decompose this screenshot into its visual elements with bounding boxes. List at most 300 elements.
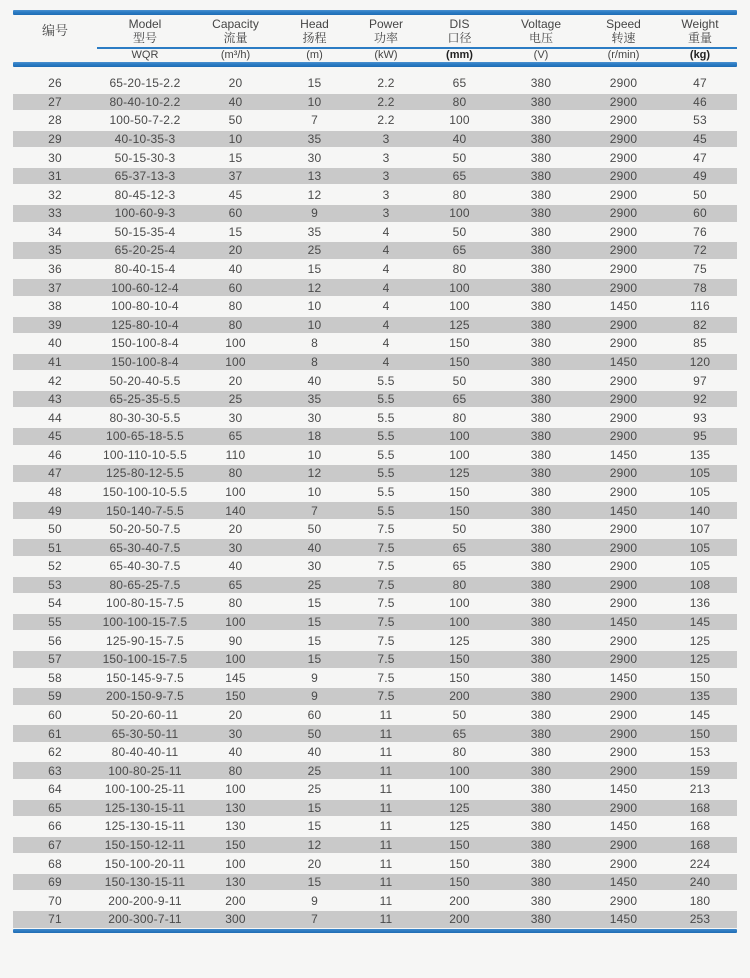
cell-voltage: 380 bbox=[530, 837, 552, 852]
cell-weight: 107 bbox=[689, 522, 711, 537]
cell-head: 10 bbox=[307, 317, 322, 332]
cell-weight: 49 bbox=[693, 169, 707, 184]
cell-speed: 2900 bbox=[609, 707, 638, 722]
header-label-speed: Speed 转速 bbox=[606, 17, 641, 45]
table-row bbox=[13, 353, 737, 372]
header-col-power bbox=[351, 15, 421, 62]
cell-model: 65-25-35-5.5 bbox=[109, 392, 181, 407]
cell-number: 67 bbox=[48, 837, 62, 852]
cell-voltage: 380 bbox=[530, 577, 552, 592]
cell-number: 50 bbox=[48, 522, 62, 537]
cell-speed: 2900 bbox=[609, 76, 638, 91]
cell-power: 5.5 bbox=[377, 392, 395, 407]
table-row bbox=[13, 148, 737, 167]
table-row bbox=[13, 873, 737, 892]
cell-number: 28 bbox=[48, 113, 62, 128]
cell-number: 62 bbox=[48, 745, 62, 760]
cell-speed: 1450 bbox=[609, 670, 638, 685]
cell-dis: 125 bbox=[449, 317, 470, 332]
cell-voltage: 380 bbox=[530, 819, 552, 834]
cell-capacity: 25 bbox=[228, 392, 243, 407]
cell-weight: 116 bbox=[690, 299, 710, 314]
cell-weight: 82 bbox=[693, 317, 707, 332]
cell-head: 50 bbox=[307, 522, 322, 537]
cell-power: 7.5 bbox=[377, 540, 395, 555]
cell-capacity: 37 bbox=[228, 169, 243, 184]
cell-weight: 168 bbox=[689, 837, 711, 852]
cell-power: 3 bbox=[382, 150, 390, 165]
cell-capacity: 40 bbox=[228, 94, 243, 109]
cell-dis: 65 bbox=[452, 540, 467, 555]
cell-weight: 78 bbox=[693, 280, 707, 295]
table-row bbox=[13, 464, 737, 483]
cell-number: 39 bbox=[48, 317, 62, 332]
cell-dis: 150 bbox=[449, 336, 470, 351]
cell-speed: 2900 bbox=[609, 243, 638, 258]
cell-voltage: 380 bbox=[530, 615, 552, 630]
cell-model: 65-40-30-7.5 bbox=[109, 559, 181, 574]
cell-number: 60 bbox=[48, 707, 62, 722]
cell-weight: 72 bbox=[693, 243, 707, 258]
cell-voltage: 380 bbox=[530, 224, 552, 239]
cell-power: 7.5 bbox=[377, 559, 395, 574]
table-row bbox=[13, 371, 737, 390]
cell-power: 5.5 bbox=[377, 503, 395, 518]
cell-weight: 76 bbox=[693, 224, 707, 239]
cell-weight: 150 bbox=[689, 670, 711, 685]
cell-model: 100-60-12-4 bbox=[111, 280, 179, 295]
cell-speed: 1450 bbox=[609, 875, 638, 890]
cell-capacity: 100 bbox=[225, 485, 246, 499]
table-row bbox=[13, 706, 737, 725]
cell-capacity: 30 bbox=[228, 726, 243, 741]
cell-head: 7 bbox=[311, 912, 318, 927]
cell-weight: 125 bbox=[689, 652, 711, 667]
cell-number: 40 bbox=[48, 336, 62, 351]
cell-number: 63 bbox=[48, 763, 62, 778]
cell-head: 30 bbox=[307, 150, 322, 165]
cell-dis: 80 bbox=[452, 187, 467, 202]
cell-power: 2.2 bbox=[377, 113, 395, 128]
cell-model: 100-65-18-5.5 bbox=[106, 429, 184, 444]
table-row bbox=[13, 185, 737, 204]
cell-dis: 65 bbox=[452, 559, 467, 574]
cell-dis: 200 bbox=[449, 912, 470, 927]
cell-model: 50-20-40-5.5 bbox=[109, 373, 181, 388]
cell-voltage: 380 bbox=[530, 485, 552, 499]
cell-model: 100-110-10-5.5 bbox=[103, 447, 187, 462]
table-row bbox=[13, 594, 737, 613]
cell-capacity: 300 bbox=[225, 912, 246, 927]
cell-weight: 135 bbox=[689, 447, 711, 462]
cell-dis: 150 bbox=[449, 485, 470, 499]
cell-power: 11 bbox=[379, 837, 393, 852]
cell-dis: 125 bbox=[449, 633, 470, 648]
cell-speed: 2900 bbox=[609, 522, 638, 537]
table-header bbox=[13, 15, 737, 62]
cell-number: 69 bbox=[48, 875, 62, 890]
cell-voltage: 380 bbox=[530, 503, 552, 518]
cell-number: 29 bbox=[48, 132, 62, 147]
cell-model: 80-40-10-2.2 bbox=[109, 94, 181, 109]
table-row bbox=[13, 817, 737, 836]
table-bottom-line bbox=[13, 929, 737, 933]
cell-speed: 2900 bbox=[609, 633, 638, 648]
cell-weight: 95 bbox=[693, 429, 707, 444]
cell-power: 11 bbox=[379, 745, 393, 760]
cell-power: 11 bbox=[379, 912, 393, 927]
cell-speed: 2900 bbox=[609, 466, 638, 481]
table-row bbox=[13, 910, 737, 929]
cell-power: 5.5 bbox=[377, 485, 395, 499]
cell-capacity: 30 bbox=[228, 540, 243, 555]
table-row bbox=[13, 557, 737, 576]
cell-number: 65 bbox=[48, 800, 62, 815]
cell-voltage: 380 bbox=[530, 262, 552, 277]
cell-number: 46 bbox=[48, 447, 62, 462]
cell-speed: 1450 bbox=[609, 503, 638, 518]
cell-voltage: 380 bbox=[530, 875, 552, 890]
cell-speed: 2900 bbox=[609, 187, 638, 202]
header-col-head bbox=[278, 15, 351, 62]
cell-model: 50-20-50-7.5 bbox=[109, 522, 181, 537]
header-col-weight bbox=[663, 15, 737, 62]
header-label-head: Head 扬程 bbox=[300, 17, 329, 45]
cell-capacity: 20 bbox=[228, 707, 243, 722]
cell-number: 52 bbox=[48, 559, 62, 574]
table-row bbox=[13, 334, 737, 353]
table-row bbox=[13, 724, 737, 743]
cell-voltage: 380 bbox=[530, 763, 552, 778]
cell-capacity: 100 bbox=[225, 615, 246, 630]
cell-number: 43 bbox=[48, 392, 62, 407]
cell-model: 150-100-8-4 bbox=[111, 336, 179, 351]
table-row bbox=[13, 650, 737, 669]
cell-capacity: 80 bbox=[228, 299, 243, 314]
header-unit-capacity: (m³/h) bbox=[193, 47, 278, 62]
cell-voltage: 380 bbox=[530, 410, 552, 425]
cell-weight: 45 bbox=[693, 132, 707, 147]
cell-model: 150-100-8-4 bbox=[111, 354, 179, 369]
cell-number: 38 bbox=[48, 299, 62, 314]
cell-speed: 2900 bbox=[609, 726, 638, 741]
cell-voltage: 380 bbox=[530, 912, 552, 927]
cell-number: 30 bbox=[48, 150, 62, 165]
header-label-voltage: Voltage 电压 bbox=[520, 17, 562, 45]
cell-weight: 97 bbox=[693, 373, 707, 388]
cell-head: 25 bbox=[307, 782, 322, 797]
cell-capacity: 130 bbox=[225, 819, 246, 834]
cell-capacity: 30 bbox=[228, 410, 243, 425]
cell-number: 32 bbox=[48, 187, 62, 202]
cell-head: 40 bbox=[307, 373, 322, 388]
cell-weight: 240 bbox=[689, 875, 711, 890]
cell-voltage: 380 bbox=[530, 670, 552, 685]
cell-dis: 150 bbox=[449, 837, 470, 852]
cell-power: 5.5 bbox=[377, 410, 395, 425]
cell-head: 35 bbox=[307, 224, 322, 239]
cell-number: 33 bbox=[48, 206, 62, 221]
cell-number: 64 bbox=[48, 782, 62, 797]
cell-dis: 80 bbox=[452, 262, 467, 277]
cell-head: 35 bbox=[307, 132, 322, 147]
table-row bbox=[13, 223, 737, 242]
cell-dis: 80 bbox=[452, 577, 467, 592]
cell-capacity: 150 bbox=[225, 837, 246, 852]
table-row bbox=[13, 576, 737, 595]
cell-weight: 180 bbox=[689, 893, 711, 908]
cell-head: 40 bbox=[307, 745, 322, 760]
table-row bbox=[13, 204, 737, 223]
cell-dis: 50 bbox=[452, 224, 467, 239]
cell-voltage: 380 bbox=[530, 745, 552, 760]
cell-weight: 135 bbox=[689, 689, 711, 704]
cell-model: 125-80-10-4 bbox=[111, 317, 179, 332]
cell-voltage: 380 bbox=[530, 392, 552, 407]
header-unit-model: WQR bbox=[97, 47, 193, 62]
cell-voltage: 380 bbox=[530, 726, 552, 741]
cell-speed: 2900 bbox=[609, 206, 638, 221]
cell-capacity: 110 bbox=[225, 447, 246, 462]
cell-dis: 65 bbox=[452, 76, 467, 91]
cell-number: 53 bbox=[48, 577, 62, 592]
table-row bbox=[13, 483, 737, 502]
cell-power: 11 bbox=[379, 726, 393, 741]
header-unit-head: (m) bbox=[278, 47, 351, 62]
table-row bbox=[13, 297, 737, 316]
cell-number: 26 bbox=[48, 76, 62, 91]
cell-model: 200-300-7-11 bbox=[108, 912, 182, 927]
cell-head: 15 bbox=[307, 800, 322, 815]
cell-weight: 213 bbox=[689, 782, 711, 797]
header-col-dis bbox=[421, 15, 498, 62]
cell-number: 27 bbox=[48, 94, 62, 109]
cell-capacity: 80 bbox=[228, 763, 243, 778]
cell-speed: 2900 bbox=[609, 224, 638, 239]
cell-dis: 65 bbox=[452, 392, 467, 407]
cell-power: 11 bbox=[379, 782, 393, 797]
cell-head: 10 bbox=[307, 447, 322, 462]
cell-head: 7 bbox=[311, 503, 318, 518]
cell-model: 150-100-10-5.5 bbox=[102, 485, 188, 499]
cell-head: 12 bbox=[307, 187, 322, 202]
cell-model: 40-10-35-3 bbox=[114, 132, 176, 147]
cell-weight: 46 bbox=[693, 94, 707, 109]
cell-speed: 2900 bbox=[609, 559, 638, 574]
cell-head: 8 bbox=[311, 336, 318, 351]
cell-number: 49 bbox=[48, 503, 62, 518]
cell-number: 47 bbox=[48, 466, 62, 481]
cell-dis: 80 bbox=[452, 745, 467, 760]
cell-voltage: 380 bbox=[530, 522, 552, 537]
cell-head: 7 bbox=[311, 113, 318, 128]
cell-head: 9 bbox=[311, 206, 318, 221]
cell-model: 80-45-12-3 bbox=[114, 187, 176, 202]
cell-weight: 125 bbox=[689, 633, 711, 648]
cell-dis: 80 bbox=[452, 410, 467, 425]
cell-voltage: 380 bbox=[530, 540, 552, 555]
cell-voltage: 380 bbox=[530, 596, 552, 611]
cell-voltage: 380 bbox=[530, 132, 552, 147]
cell-speed: 2900 bbox=[609, 262, 638, 277]
cell-speed: 1450 bbox=[609, 782, 638, 797]
cell-dis: 100 bbox=[449, 615, 470, 630]
cell-capacity: 20 bbox=[228, 373, 243, 388]
cell-voltage: 380 bbox=[530, 856, 552, 871]
cell-voltage: 380 bbox=[530, 280, 552, 295]
cell-head: 15 bbox=[307, 875, 322, 890]
cell-weight: 108 bbox=[689, 577, 711, 592]
cell-speed: 2900 bbox=[609, 373, 638, 388]
cell-voltage: 380 bbox=[530, 76, 552, 91]
table-row bbox=[13, 167, 737, 186]
table-row bbox=[13, 93, 737, 112]
cell-head: 8 bbox=[311, 354, 318, 369]
cell-speed: 2900 bbox=[609, 94, 638, 109]
cell-number: 34 bbox=[48, 224, 62, 239]
cell-number: 71 bbox=[48, 912, 62, 927]
cell-power: 3 bbox=[382, 187, 390, 202]
cell-model: 100-100-25-11 bbox=[104, 782, 186, 797]
cell-speed: 2900 bbox=[609, 837, 638, 852]
cell-speed: 2900 bbox=[609, 132, 638, 147]
header-label-weight: Weight 重量 bbox=[681, 17, 719, 45]
cell-dis: 150 bbox=[449, 354, 470, 369]
cell-head: 25 bbox=[307, 763, 322, 778]
header-col-model bbox=[97, 15, 193, 62]
cell-power: 7.5 bbox=[377, 633, 395, 648]
table-row bbox=[13, 278, 737, 297]
cell-power: 11 bbox=[379, 763, 393, 778]
cell-model: 125-80-12-5.5 bbox=[106, 466, 184, 481]
cell-model: 150-145-9-7.5 bbox=[106, 670, 184, 685]
cell-power: 7.5 bbox=[377, 689, 395, 704]
cell-weight: 168 bbox=[689, 819, 711, 834]
cell-number: 70 bbox=[48, 893, 62, 908]
cell-head: 20 bbox=[307, 856, 322, 871]
cell-speed: 2900 bbox=[609, 689, 638, 704]
header-label-model: Model 型号 bbox=[128, 17, 162, 45]
cell-capacity: 20 bbox=[228, 522, 243, 537]
cell-weight: 253 bbox=[689, 912, 711, 927]
table-row bbox=[13, 427, 737, 446]
cell-number: 57 bbox=[48, 652, 62, 667]
cell-speed: 2900 bbox=[609, 336, 638, 351]
cell-power: 3 bbox=[382, 132, 390, 147]
cell-head: 9 bbox=[311, 670, 318, 685]
table-row bbox=[13, 130, 737, 149]
cell-dis: 150 bbox=[449, 670, 470, 685]
cell-weight: 140 bbox=[689, 503, 711, 518]
cell-dis: 125 bbox=[449, 466, 470, 481]
cell-model: 100-100-15-7.5 bbox=[102, 615, 188, 630]
cell-voltage: 380 bbox=[530, 893, 552, 908]
cell-dis: 50 bbox=[452, 373, 467, 388]
cell-model: 125-90-15-7.5 bbox=[106, 633, 184, 648]
cell-dis: 50 bbox=[452, 707, 467, 722]
cell-power: 7.5 bbox=[377, 596, 395, 611]
table-row bbox=[13, 74, 737, 93]
cell-voltage: 380 bbox=[530, 206, 552, 221]
cell-voltage: 380 bbox=[530, 150, 552, 165]
cell-power: 11 bbox=[379, 856, 393, 871]
cell-voltage: 380 bbox=[530, 243, 552, 258]
cell-weight: 75 bbox=[693, 262, 707, 277]
cell-speed: 2900 bbox=[609, 763, 638, 778]
cell-speed: 2900 bbox=[609, 410, 638, 425]
cell-model: 50-15-35-4 bbox=[114, 224, 176, 239]
cell-power: 11 bbox=[379, 819, 393, 834]
cell-voltage: 380 bbox=[530, 707, 552, 722]
cell-voltage: 380 bbox=[530, 466, 552, 481]
cell-head: 30 bbox=[307, 410, 322, 425]
cell-voltage: 380 bbox=[530, 169, 552, 184]
spec-sheet-page bbox=[0, 10, 750, 978]
cell-capacity: 100 bbox=[225, 856, 246, 871]
header-unit-speed: (r/min) bbox=[584, 47, 663, 62]
table-row bbox=[13, 836, 737, 855]
cell-number: 54 bbox=[48, 596, 62, 611]
cell-head: 25 bbox=[307, 243, 322, 258]
cell-voltage: 380 bbox=[530, 373, 552, 388]
cell-model: 200-150-9-7.5 bbox=[106, 689, 184, 704]
cell-power: 4 bbox=[382, 299, 390, 314]
header-col-capacity bbox=[193, 15, 278, 62]
header-unit-power: (kW) bbox=[351, 47, 421, 62]
cell-dis: 100 bbox=[449, 113, 470, 128]
cell-dis: 150 bbox=[449, 652, 470, 667]
cell-model: 80-40-15-4 bbox=[114, 262, 176, 277]
cell-dis: 50 bbox=[452, 150, 467, 165]
cell-speed: 2900 bbox=[609, 893, 638, 908]
table-row bbox=[13, 111, 737, 130]
cell-dis: 50 bbox=[452, 522, 467, 537]
cell-capacity: 20 bbox=[228, 76, 243, 91]
table-row bbox=[13, 761, 737, 780]
cell-power: 4 bbox=[382, 243, 390, 258]
cell-speed: 2900 bbox=[609, 540, 638, 555]
table-row bbox=[13, 538, 737, 557]
cell-speed: 2900 bbox=[609, 113, 638, 128]
cell-voltage: 380 bbox=[530, 187, 552, 202]
cell-dis: 150 bbox=[449, 875, 470, 890]
table-row bbox=[13, 408, 737, 427]
cell-power: 11 bbox=[379, 875, 393, 890]
cell-capacity: 130 bbox=[225, 875, 246, 890]
cell-speed: 2900 bbox=[609, 392, 638, 407]
table-row bbox=[13, 799, 737, 818]
cell-head: 12 bbox=[307, 837, 322, 852]
cell-weight: 120 bbox=[689, 354, 711, 369]
header-unit-dis: (mm) bbox=[421, 47, 498, 62]
cell-number: 48 bbox=[48, 485, 62, 499]
cell-model: 65-30-50-11 bbox=[111, 726, 179, 741]
cell-model: 80-30-30-5.5 bbox=[109, 410, 181, 425]
cell-voltage: 380 bbox=[530, 447, 552, 462]
cell-head: 15 bbox=[307, 633, 322, 648]
cell-capacity: 90 bbox=[228, 633, 243, 648]
cell-speed: 2900 bbox=[609, 745, 638, 760]
cell-speed: 2900 bbox=[609, 652, 638, 667]
cell-capacity: 10 bbox=[228, 132, 243, 147]
cell-weight: 105 bbox=[689, 485, 711, 499]
cell-model: 200-200-9-11 bbox=[108, 893, 182, 908]
cell-power: 5.5 bbox=[377, 373, 395, 388]
cell-capacity: 45 bbox=[228, 187, 243, 202]
cell-power: 2.2 bbox=[377, 94, 395, 109]
cell-weight: 105 bbox=[689, 559, 711, 574]
cell-speed: 1450 bbox=[609, 912, 638, 927]
